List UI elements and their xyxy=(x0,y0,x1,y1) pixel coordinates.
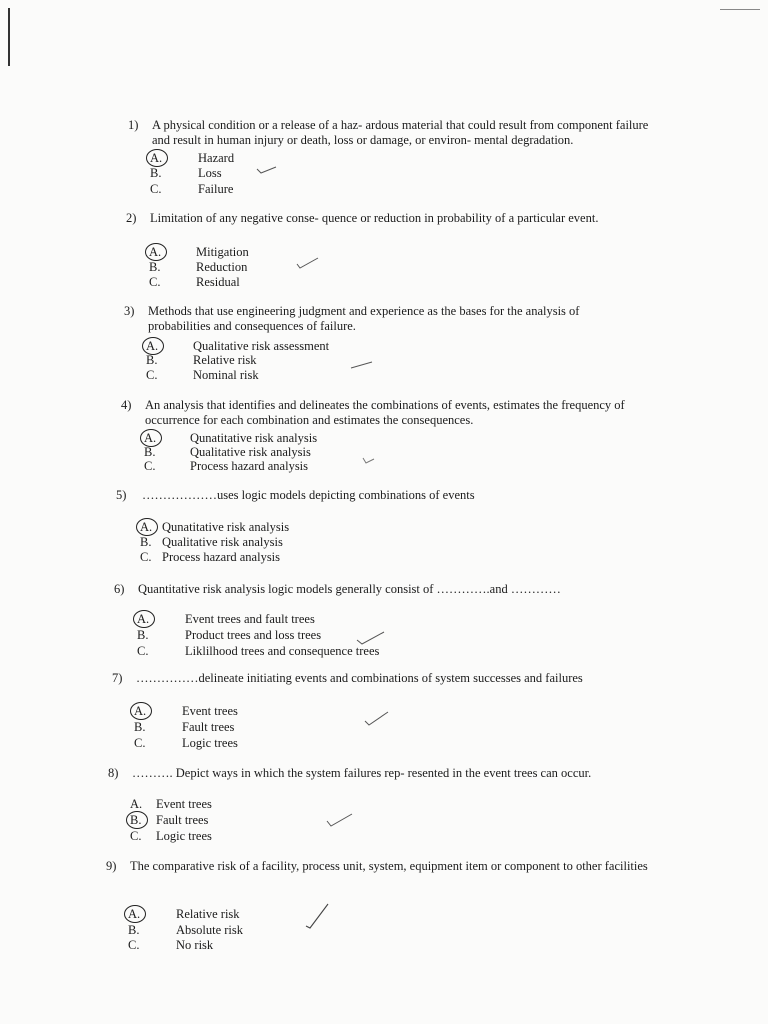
question-text: ………. Depict ways in which the system failures rep- resented in the event trees can occur. xyxy=(132,766,592,780)
question-stem xyxy=(116,488,656,503)
option-text: Relative risk xyxy=(193,353,257,367)
question-text: An analysis that identifies and delineates the combinations of events, estimates the frequency of occurrence for each combination and estimates the consequences. xyxy=(145,398,625,427)
option-text: Process hazard analysis xyxy=(190,459,309,473)
option-letter: B. xyxy=(140,535,152,549)
checkmark-icon xyxy=(350,360,374,372)
option-text: Fault trees xyxy=(182,720,235,734)
option-text: Loss xyxy=(198,166,222,180)
question-text: Methods that use engineering judgment and experience as the bases for the analysis of probabilities and consequences of failure. xyxy=(148,304,580,333)
question-text: Limitation of any negative conse- quence or reduction in probability of a particular event. xyxy=(150,211,599,225)
question-stem xyxy=(108,766,648,781)
option-letter: C. xyxy=(128,938,140,952)
scan-edge-line xyxy=(8,8,10,66)
option-text: Event trees and fault trees xyxy=(185,612,315,626)
option-text: Failure xyxy=(198,182,234,196)
question-stem xyxy=(126,211,656,226)
option-text: Logic trees xyxy=(156,829,212,843)
option-text: Relative risk xyxy=(176,907,240,921)
question-number: 2) xyxy=(126,211,137,225)
option-letter: C. xyxy=(140,550,152,564)
option-text: Logic trees xyxy=(182,736,238,750)
option-letter: A. xyxy=(144,431,157,445)
option-letter: B. xyxy=(146,353,158,367)
option-text: Hazard xyxy=(198,151,235,165)
question-stem xyxy=(106,859,654,874)
question-number: 7) xyxy=(112,671,123,685)
question-3 xyxy=(124,304,624,334)
option-letter: B. xyxy=(134,720,146,734)
question-number: 3) xyxy=(124,304,135,318)
option-letter: C. xyxy=(146,368,158,382)
question-2 xyxy=(126,211,656,226)
checkmark-icon xyxy=(256,164,278,176)
question-5 xyxy=(116,488,656,503)
option-letter: B. xyxy=(144,445,156,459)
question-number: 9) xyxy=(106,859,117,873)
option-text: Fault trees xyxy=(156,813,209,827)
question-number: 5) xyxy=(116,488,127,502)
option-text: Liklilhood trees and consequence trees xyxy=(185,644,380,658)
option-text: Nominal risk xyxy=(193,368,259,382)
option-letter: B. xyxy=(150,166,162,180)
question-text: A physical condition or a release of a haz- ardous material that could result from component failure and result in human injury or death, loss or damage, or environ- mental degradation. xyxy=(152,118,649,147)
option-text: Qualitative risk analysis xyxy=(162,535,283,549)
option-letter: C. xyxy=(144,459,156,473)
option-letter: B. xyxy=(149,260,161,274)
option-letter: A. xyxy=(137,612,150,626)
option-letter: C. xyxy=(149,275,161,289)
question-8 xyxy=(108,766,648,781)
question-7 xyxy=(112,671,652,686)
option-letter: C. xyxy=(150,182,162,196)
option-text: No risk xyxy=(176,938,214,952)
question-text: ………………uses logic models depicting combinations of events xyxy=(142,488,475,502)
option-text: Absolute risk xyxy=(176,923,244,937)
question-stem xyxy=(112,671,652,686)
option-text: Mitigation xyxy=(196,245,249,259)
question-1 xyxy=(128,118,658,148)
option-text: Qunatitative risk analysis xyxy=(162,520,290,534)
option-letter: B. xyxy=(130,813,142,827)
option-letter: C. xyxy=(134,736,146,750)
checkmark-icon xyxy=(364,710,390,728)
question-text: Quantitative risk analysis logic models generally consist of ………….and ………… xyxy=(138,582,561,596)
question-6 xyxy=(114,582,654,597)
option-letter: A. xyxy=(128,907,141,921)
checkmark-icon xyxy=(362,454,386,466)
question-stem xyxy=(128,118,658,148)
question-text: ……………delineate initiating events and combinations of system successes and failures xyxy=(136,671,583,685)
option-text: Product trees and loss trees xyxy=(185,628,322,642)
option-letter: B. xyxy=(137,628,149,642)
checkmark-icon xyxy=(296,256,320,270)
option-text: Qualitative risk assessment xyxy=(193,339,330,353)
option-letter: B. xyxy=(128,923,140,937)
question-stem xyxy=(114,582,654,597)
option-text: Event trees xyxy=(156,797,212,811)
option-letter: C. xyxy=(130,829,142,843)
question-number: 4) xyxy=(121,398,132,412)
question-number: 6) xyxy=(114,582,125,596)
question-9 xyxy=(106,859,654,874)
checkmark-icon xyxy=(356,630,386,646)
question-text: The comparative risk of a facility, process unit, system, equipment item or component to other facilities xyxy=(130,859,648,873)
option-letter: C. xyxy=(137,644,149,658)
checkmark-icon xyxy=(304,902,330,930)
option-text: Reduction xyxy=(196,260,248,274)
option-text: Process hazard analysis xyxy=(162,550,281,564)
question-4 xyxy=(121,398,673,428)
option-letter: A. xyxy=(146,339,159,353)
option-text: Qualitative risk analysis xyxy=(190,445,311,459)
option-letter: A. xyxy=(140,520,153,534)
question-number: 8) xyxy=(108,766,119,780)
option-letter: A. xyxy=(134,704,147,718)
option-letter: A. xyxy=(149,245,162,259)
option-letter: A. xyxy=(130,797,143,811)
question-stem xyxy=(124,304,624,334)
question-number: 1) xyxy=(128,118,139,132)
option-text: Residual xyxy=(196,275,240,289)
question-stem xyxy=(121,398,673,428)
option-text: Event trees xyxy=(182,704,238,718)
option-letter: A. xyxy=(150,151,163,165)
option-text: Qunatitative risk analysis xyxy=(190,431,318,445)
scan-edge-mark xyxy=(720,9,760,10)
checkmark-icon xyxy=(326,812,354,828)
